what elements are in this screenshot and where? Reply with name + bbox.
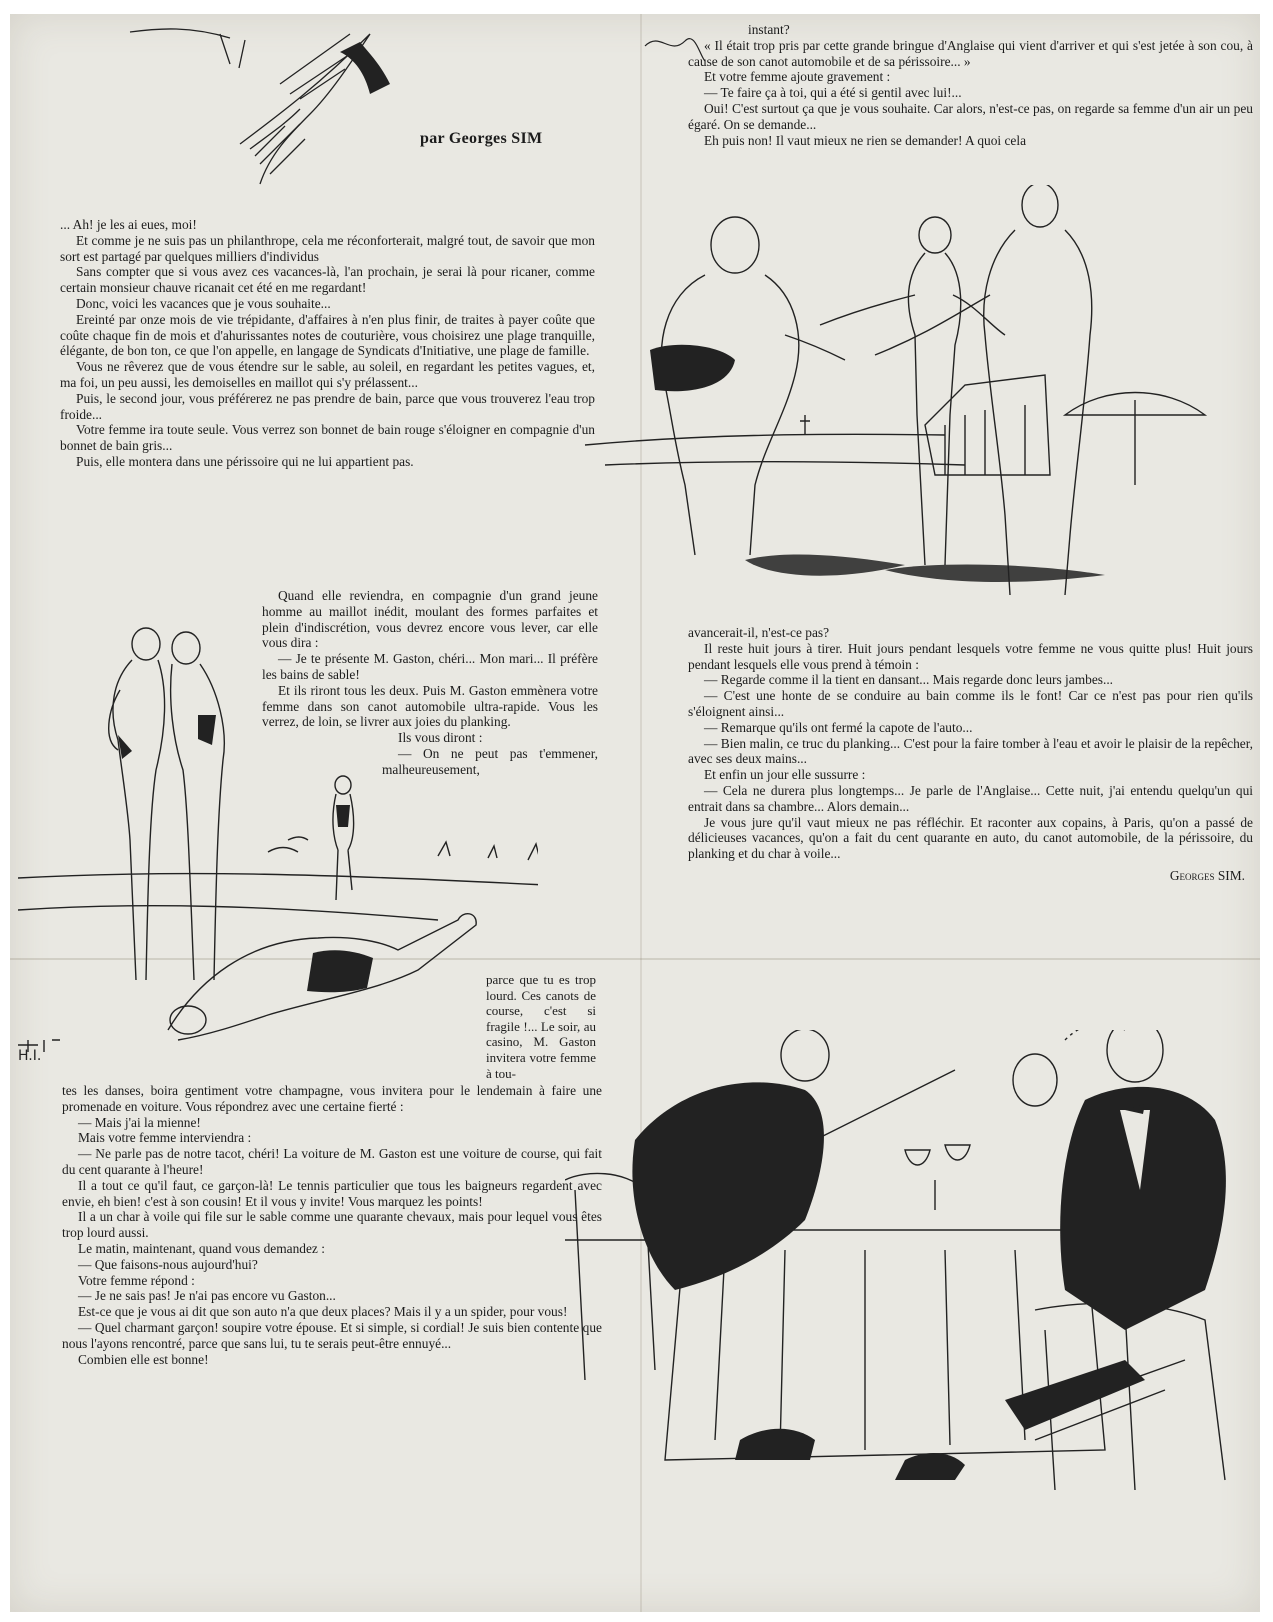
beach-trio-illustration <box>545 185 1245 615</box>
paragraph: Et ils riront tous les deux. Puis M. Gaston emmènera votre femme dans son canot automobile ultra-rapide. Vous les verrez, de loin, se livrer aux joies du planking. <box>262 682 598 730</box>
paragraph: — Que faisons-nous aujourd'hui? <box>78 1256 258 1272</box>
paragraph: Puis, le second jour, vous préférerez ne pas prendre de bain, parce que vous trouverez l'eau trop froide... <box>60 390 595 422</box>
paragraph: Ils vous diront : <box>398 730 483 746</box>
paragraph: Combien elle est bonne! <box>78 1351 209 1367</box>
paragraph: Il a un char à voile qui file sur le sable comme une quarante chevaux, mais pour lequel vous êtes trop lourd aussi. <box>62 1209 602 1241</box>
paragraph: Et enfin un jour elle sussurre : <box>704 767 866 783</box>
paragraph: Donc, voici les vacances que je vous souhaite... <box>76 295 331 311</box>
header-seagull-illustration <box>70 24 400 194</box>
paragraph: avancerait-il, n'est-ce pas? <box>688 625 830 640</box>
paragraph: — Mais j'ai la mienne! <box>78 1114 201 1130</box>
paragraph: — On ne peut pas t'emmener, malheureusement, <box>382 745 598 777</box>
dinner-scene-illustration <box>565 1030 1265 1530</box>
paragraph: Eh puis non! Il vaut mieux ne rien se demander! A quoi cela <box>704 132 1027 148</box>
illustration-monogram: H.I. <box>18 1048 42 1064</box>
right-column-top <box>688 22 1253 148</box>
paragraph: Votre femme répond : <box>78 1272 195 1288</box>
paragraph: « Il était trop pris par cette grande bringue d'Anglaise qui vient d'arriver et qui s'est jetée à son cou, à cause de son canot automobile et de sa périssoire... » <box>688 37 1253 69</box>
left-column-bottom <box>62 1083 602 1367</box>
paragraph: ... Ah! je les ai eues, moi! <box>60 217 197 232</box>
paragraph: Vous ne rêverez que de vous étendre sur le sable, au soleil, en regardant les petites vagues, et, ma foi, un peu aussi, les demoiselles en maillot qui s'y prélassent... <box>60 359 595 390</box>
left-column-top <box>60 217 595 470</box>
paragraph: — C'est une honte de se conduire au bain comme ils le font! Car ce n'est pas pour rien qu'ils s'éloignent ainsi... <box>688 688 1253 719</box>
paragraph: Mais votre femme interviendra : <box>78 1130 252 1146</box>
paragraph: instant? <box>748 22 790 37</box>
paragraph: — Bien malin, ce truc du planking... C'est pour la faire tomber à l'eau et avoir le plaisir de la repêcher, avec ses deux mains... <box>688 735 1253 767</box>
paragraph: — Remarque qu'ils ont fermé la capote de l'auto... <box>704 719 973 735</box>
paragraph: Et comme je ne suis pas un philanthrope, cela me réconforterait, malgré tout, de savoir que mon sort est partagé par quelques milliers d'individus <box>60 232 595 264</box>
paragraph: — Te faire ça à toi, qui a été si gentil avec lui!... <box>704 85 962 101</box>
paragraph: — Ne parle pas de notre tacot, chéri! La voiture de M. Gaston est une voiture de course, qui fait du cent quarante à l'heure! <box>62 1146 602 1177</box>
right-column-mid <box>688 625 1253 884</box>
paragraph: Votre femme ira toute seule. Vous verrez son bonnet de bain rouge s'éloigner en compagnie d'un bonnet de bain gris... <box>60 422 595 454</box>
paragraph: Je vous jure qu'il vaut mieux ne pas réfléchir. Et raconter aux copains, à Paris, qu'on a passé de délicieuses vacances, qu'on a fait du cent quarante en auto, du canot automobile, de la périssoire, du planking et du char à voile... <box>688 814 1253 862</box>
paragraph: — Cela ne durera plus longtemps... Je parle de l'Anglaise... Cette nuit, j'ai entendu quelqu'un qui entrait dans sa chambre... Alors demain... <box>688 782 1253 814</box>
paragraph: Oui! C'est surtout ça que je vous souhaite. Car alors, n'est-ce pas, on regarde sa femme d'un air un peu égaré. On se demande... <box>688 100 1253 132</box>
paragraph: Quand elle reviendra, en compagnie d'un grand jeune homme au maillot inédit, moulant des formes parfaites et plein d'indiscrétion, vous devrez encore vous lever, car elle vous dira : <box>262 588 598 651</box>
paragraph: tes les danses, boira gentiment votre champagne, vous invitera pour le lendemain à faire une promenade en voiture. Vous répondrez avec une certaine fierté : <box>62 1083 602 1114</box>
paragraph: Est-ce que je vous ai dit que son auto n'a que deux places? Mais il y a un spider, pour vous! <box>78 1304 568 1320</box>
paragraph: Sans compter que si vous avez ces vacances-là, l'an prochain, je serai là pour ricaner, comme certain monsieur chauve ricanait cet été en me regardant! <box>60 264 595 296</box>
paragraph: — Je ne sais pas! Je n'ai pas encore vu Gaston... <box>78 1288 336 1304</box>
paragraph: Et votre femme ajoute gravement : <box>704 69 891 85</box>
paragraph: — Quel charmant garçon! soupire votre épouse. Et si simple, si cordial! Je suis bien contente que nous l'ayons rencontré, parce que sans lui, tu te serais peut-être ennuyé... <box>62 1319 602 1351</box>
paragraph: Puis, elle montera dans une périssoire qui ne lui appartient pas. <box>76 453 414 469</box>
paragraph: Le matin, maintenant, quand vous demandez : <box>78 1240 325 1256</box>
paragraph: — Je te présente M. Gaston, chéri... Mon mari... Il préfère les bains de sable! <box>262 651 598 682</box>
signature: Georges SIM. <box>1169 867 1245 883</box>
beach-bathers-illustration <box>18 620 538 1100</box>
paragraph: Ereinté par onze mois de vie trépidante, d'affaires à n'en plus finir, de traites à payer coûte que coûte chaque fin de mois et d'ahurissantes notes de couturière, vous choisirez une plage tranquille, élégante, de bon ton, ce que l'on appelle, en langage de Syndicats d'Initiative, une plage de famille. <box>60 311 595 359</box>
paragraph: Il a tout ce qu'il faut, ce garçon-là! Le tennis particulier que tous les baigneurs regardent avec envie, eh bien! c'est à son cousin! Et il vous y invite! Vous marquez les points! <box>62 1177 602 1209</box>
byline: par Georges SIM <box>420 130 543 147</box>
paragraph: Il reste huit jours à tirer. Huit jours pendant lesquels votre femme ne vous quitte plus! Huit jours pendant lesquels elle vous prend à témoin : <box>688 640 1253 672</box>
paragraph: parce que tu es trop lourd. Ces canots de course, c'est si fragile !... Le soir, au casino, M. Gaston invitera votre femme à tou- <box>486 972 596 1081</box>
paragraph: — Regarde comme il la tient en dansant... Mais regarde donc leurs jambes... <box>704 672 1114 688</box>
